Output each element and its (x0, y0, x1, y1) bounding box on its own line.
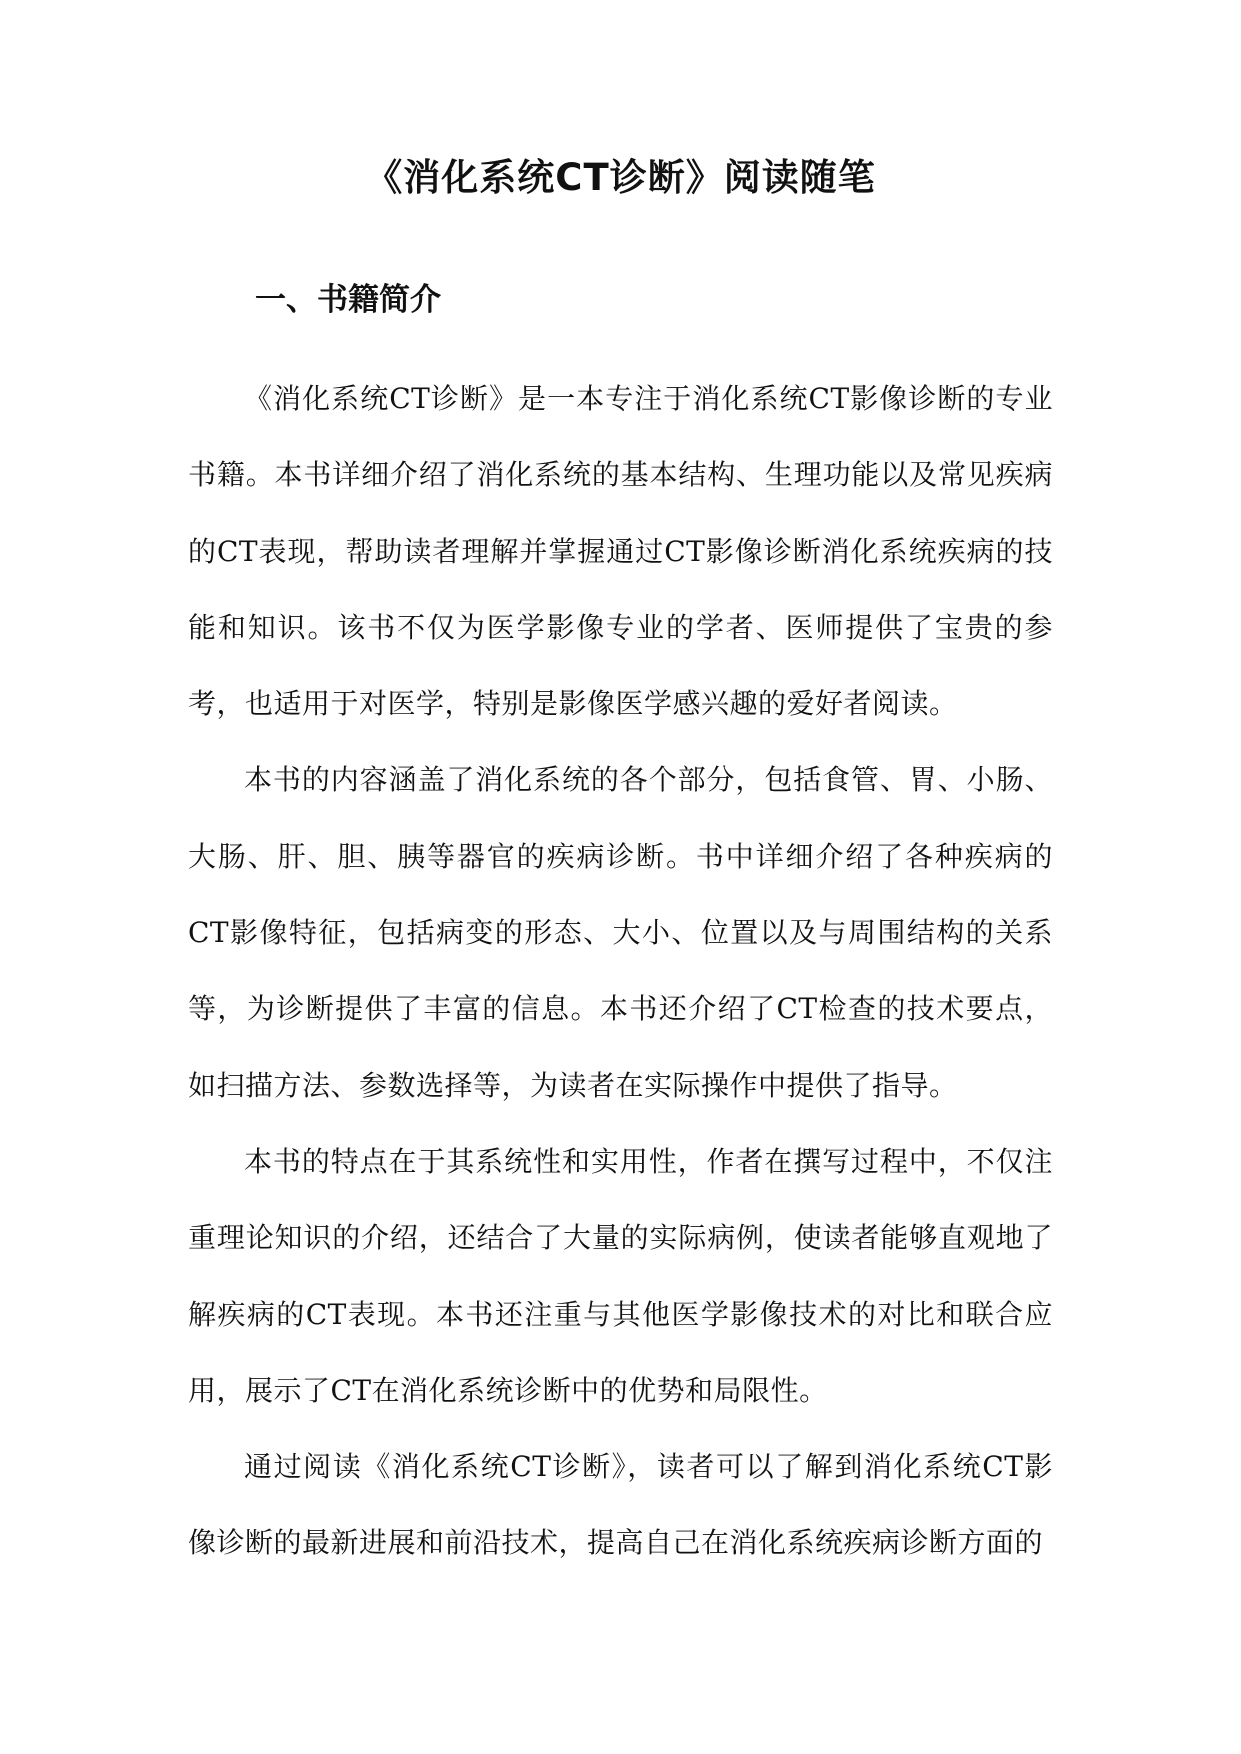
paragraph-2: 本书的内容涵盖了消化系统的各个部分，包括食管、胃、小肠、大肠、肝、胆、胰等器官的疾病诊断。书中详细介绍了各种疾病的CT影像特征，包括病变的形态、大小、位置以及与周围结构的关系等，为诊断提供了丰富的信息。本书还介绍了CT检查的技术要点，如扫描方法、参数选择等，为读者在实际操作中提供了指导。 (188, 763, 1053, 1102)
section-heading: 一、书籍简介 (255, 282, 441, 318)
document-title: 《消化系统CT诊断》阅读随笔 (365, 156, 876, 199)
paragraph-3: 本书的特点在于其系统性和实用性，作者在撰写过程中，不仅注重理论知识的介绍，还结合了大量的实际病例，使读者能够直观地了解疾病的CT表现。本书还注重与其他医学影像技术的对比和联合应用，展示了CT在消化系统诊断中的优势和局限性。 (188, 1144, 1053, 1407)
paragraph-1: 《消化系统CT诊断》是一本专注于消化系统CT影像诊断的专业书籍。本书详细介绍了消化系统的基本结构、生理功能以及常见疾病的CT表现，帮助读者理解并掌握通过CT影像诊断消化系统疾病的技能和知识。该书不仅为医学影像专业的学者、医师提供了宝贵的参考，也适用于对医学，特别是影像医学感兴趣的爱好者阅读。 (188, 382, 1053, 721)
paragraph-4: 通过阅读《消化系统CT诊断》，读者可以了解到消化系统CT影像诊断的最新进展和前沿技术，提高自己在消化系统疾病诊断方面的 (188, 1450, 1053, 1560)
body-text (188, 361, 1053, 1582)
